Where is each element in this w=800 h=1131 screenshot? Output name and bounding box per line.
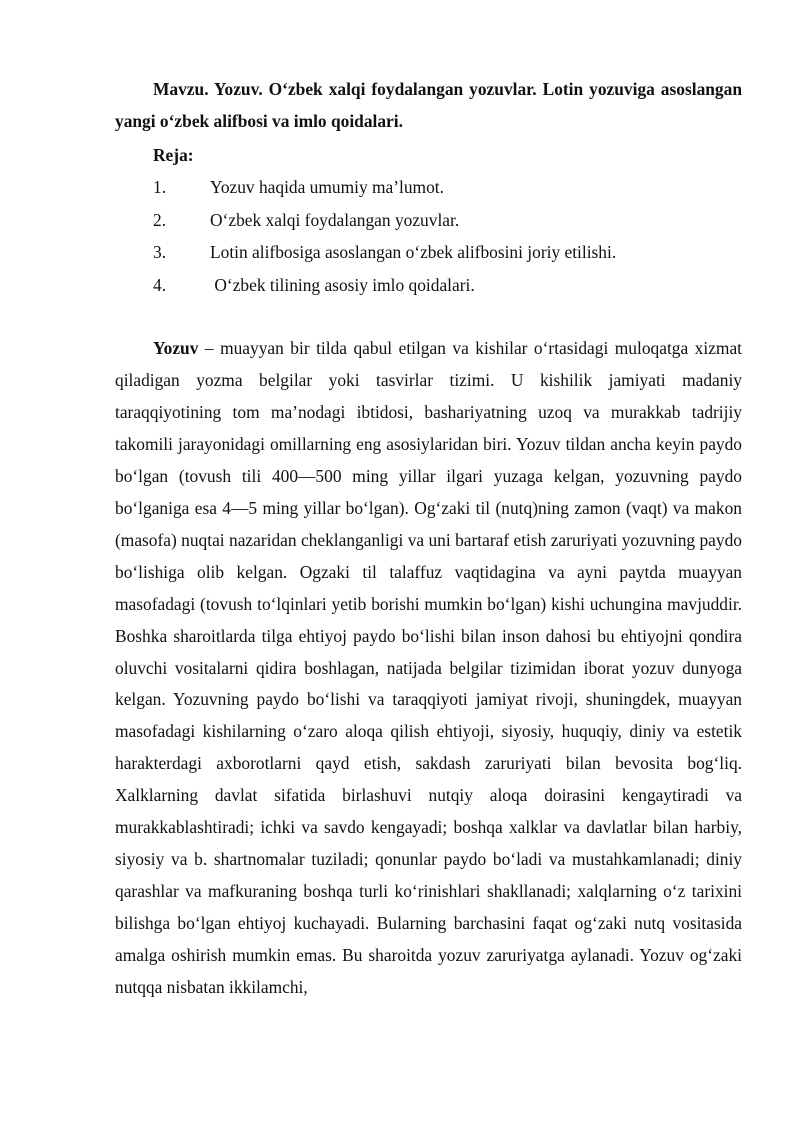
paragraph-lead-term: Yozuv xyxy=(153,338,199,358)
plan-item-number: 4. xyxy=(153,274,167,295)
plan-item-text: O‘zbek tilining asosiy imlo qoidalari. xyxy=(210,274,475,295)
body-paragraph xyxy=(115,333,742,1004)
plan-item xyxy=(0,204,800,237)
document-title: Mavzu. Yozuv. O‘zbek xalqi foydalangan yozuvlar. Lotin yozuviga asoslangan yangi o‘zbek alifbosi va imlo qoidalari. xyxy=(115,79,742,131)
plan-item-number: 2. xyxy=(153,209,167,230)
plan-item xyxy=(0,171,800,204)
plan-item xyxy=(0,236,800,269)
plan-list xyxy=(0,171,800,301)
plan-item-text: Yozuv haqida umumiy ma’lumot. xyxy=(210,177,444,197)
plan-item-number: 3. xyxy=(153,242,167,262)
paragraph-text: – muayyan bir tilda qabul etilgan va kishilar o‘rtasidagi muloqatga xizmat qiladigan yozma belgilar yoki tasvirlar tizimi. U kishilik jamiyati madaniy taraqqiyotining tom ma’nodagi ibtidosi, bashariyatning uzoq va murakkab tadrijiy takomili jarayonidagi omillarning eng asosiylaridan biri. Yozuv tildan ancha keyin paydo bo‘lgan (tovush tili 400—500 ming yillar ilgari yuzaga kelgan, yozuvning paydo bo‘lganiga esa 4—5 ming yillar bo‘lgan). Og‘zaki til (nutq)ning zamon (vaqt) va makon (masofa) nuqtai nazaridan cheklanganligi va uni bartaraf etish zaruriyati yozuvning paydo bo‘lishiga olib kelgan. Ogzaki til talaffuz vaqtidagina va ayni paytda muayyan masofadagi (tovush to‘lqinlari yetib borishi mumkin bo‘lgan) kishi uchungina mavjuddir. Boshka sharoitlarda tilga ehtiyoj paydo bo‘lishi bilan inson dahosi bu ehtiyojni qondira oluvchi vositalarni qidira boshlagan, natijada belgilar tizimidan iborat yozuv dunyoga kelgan. Yozuvning paydo bo‘lishi va taraqqiyoti jamiyat rivoji, shuningdek, muayyan masofadagi kishilarning o‘zaro aloqa qilish ehtiyoji, siyosiy, huquqiy, diniy va estetik harakterdagi axborotlarni qayd etish, sakdash zaruriyati bilan bevosita bog‘liq. Xalklarning davlat sifatida birlashuvi nutqiy aloqa doirasini kengaytiradi va murakkablashtiradi; ichki va savdo kengayadi; boshqa xalklar va davlatlar bilan harbiy, siyosiy va b. shartnomalar tuziladi; qonunlar paydo bo‘ladi va mustahkamlanadi; diniy qarashlar va mafkuraning boshqa turli ko‘rinishlari shakllanadi; xalqlarning o‘z tarixini bilishga bo‘lgan ehtiyoj kuchayadi. Bularning barchasini faqat og‘zaki nutq vositasida amalga oshirish mumkin emas. Bu sharoitda yozuv zaruriyatga aylanadi. Yozuv og‘zaki nutqqa nisbatan ikkilamchi, xyxy=(115,338,742,998)
plan-item-number: 1. xyxy=(153,177,167,197)
plan-item-text: O‘zbek xalqi foydalangan yozuvlar. xyxy=(210,209,460,230)
plan-item xyxy=(0,269,800,302)
plan-item-text: Lotin alifbosiga asoslangan o‘zbek alifbosini joriy etilishi. xyxy=(210,242,617,262)
plan-heading: Reja: xyxy=(153,145,194,165)
